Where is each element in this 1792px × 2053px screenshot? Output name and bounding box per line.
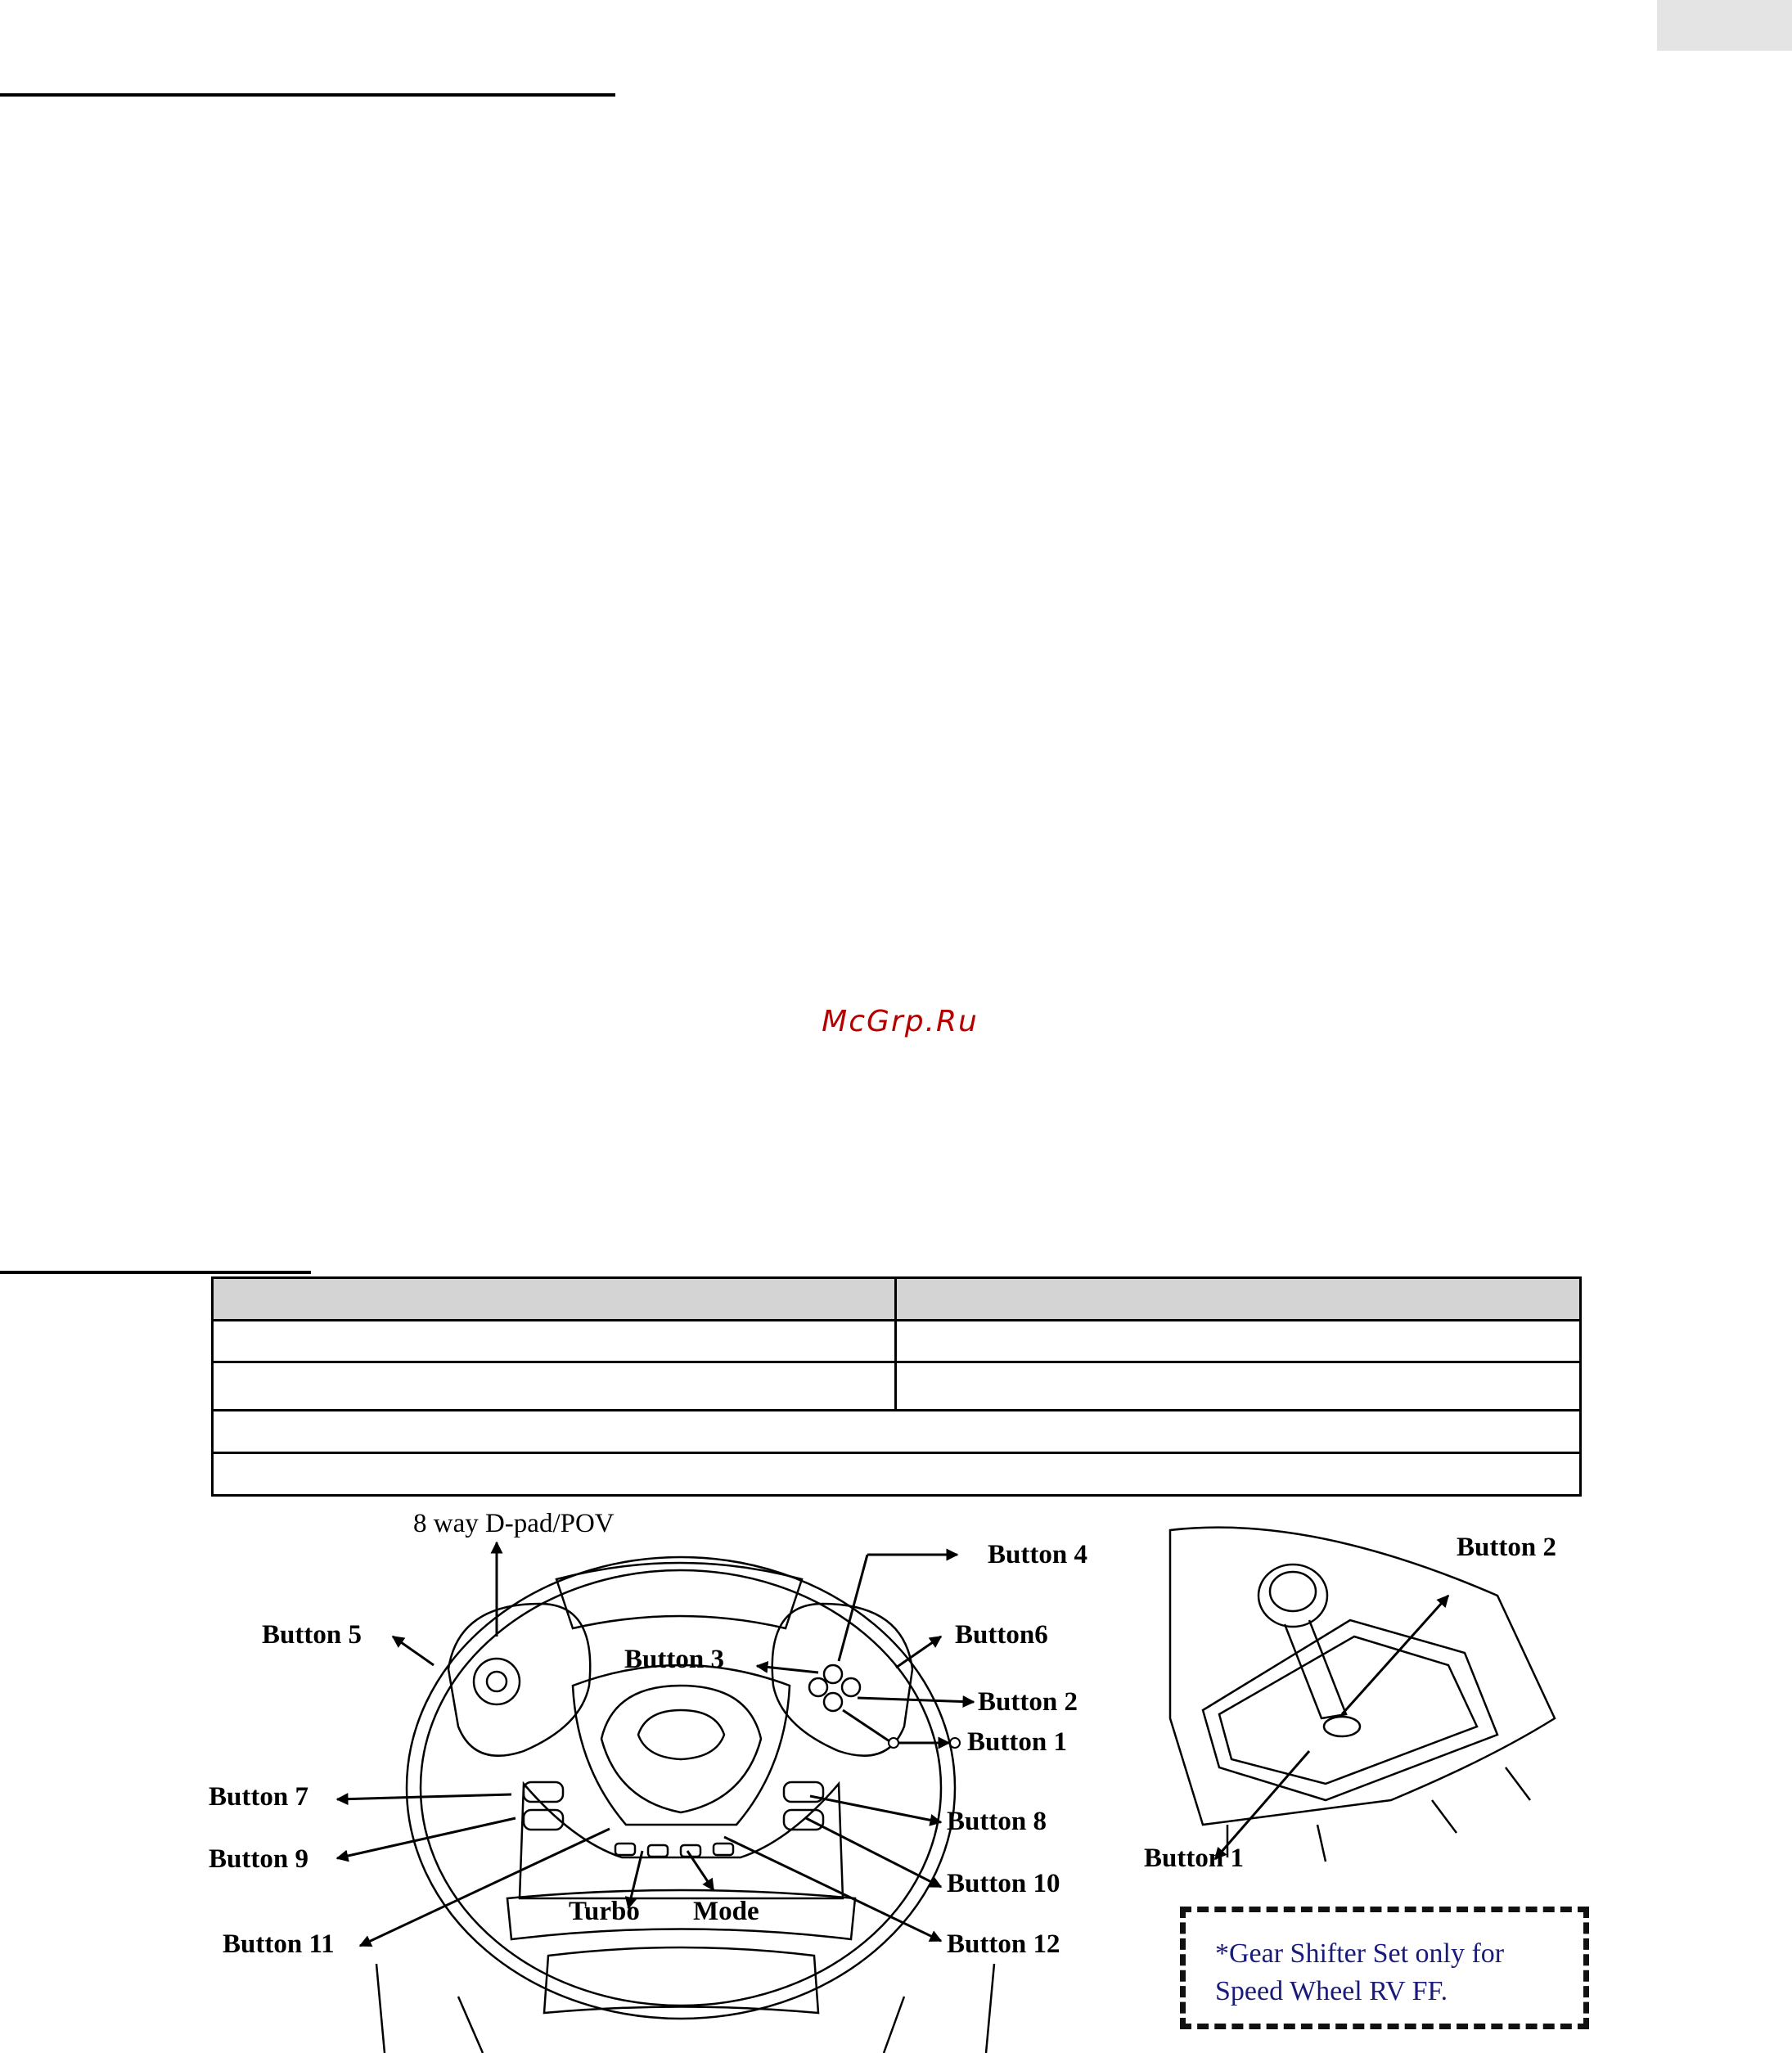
label-shifter-button-1: Button 1 <box>1144 1844 1244 1873</box>
arrow-button-3 <box>757 1666 818 1673</box>
label-turbo: Turbo <box>569 1897 640 1926</box>
steering-wheel-drawing <box>376 1557 994 2053</box>
arrow-button-11 <box>360 1829 610 1946</box>
arrow-button-10 <box>806 1818 941 1887</box>
arrow-button-8 <box>810 1796 941 1822</box>
watermark: McGrp.Ru <box>822 1005 979 1038</box>
arrow-button-5 <box>393 1637 434 1665</box>
arrow-button-2 <box>858 1698 974 1702</box>
label-mode: Mode <box>693 1897 759 1926</box>
label-button-1: Button 1 <box>967 1727 1067 1757</box>
arrow-shifter-button-2 <box>1342 1596 1448 1714</box>
label-button-7: Button 7 <box>209 1782 308 1812</box>
button-1-label-dot <box>950 1738 960 1748</box>
leader-button-1 <box>843 1710 892 1743</box>
label-dpad: 8 way D-pad/POV <box>413 1509 615 1538</box>
label-button-6: Button6 <box>955 1620 1048 1650</box>
note-line-2: Speed Wheel RV FF. <box>1215 1976 1448 2006</box>
label-button-2: Button 2 <box>978 1687 1078 1717</box>
gear-shifter-note <box>1180 1907 1589 2029</box>
arrow-button-9 <box>337 1818 516 1858</box>
label-button-4: Button 4 <box>988 1540 1087 1569</box>
label-shifter-button-2: Button 2 <box>1457 1533 1556 1562</box>
label-button-3: Button 3 <box>624 1645 724 1674</box>
button-1-leader-dot <box>889 1738 898 1748</box>
label-button-11: Button 11 <box>223 1929 335 1959</box>
label-button-9: Button 9 <box>209 1844 308 1874</box>
label-button-5: Button 5 <box>262 1620 362 1650</box>
arrow-button-7 <box>337 1794 511 1799</box>
note-line-1: *Gear Shifter Set only for <box>1215 1938 1505 1969</box>
gear-shifter-drawing <box>1170 1528 1555 1862</box>
label-button-10: Button 10 <box>947 1869 1060 1898</box>
label-button-12: Button 12 <box>947 1929 1060 1959</box>
label-button-8: Button 8 <box>947 1807 1047 1836</box>
leader-button-4 <box>839 1555 867 1661</box>
